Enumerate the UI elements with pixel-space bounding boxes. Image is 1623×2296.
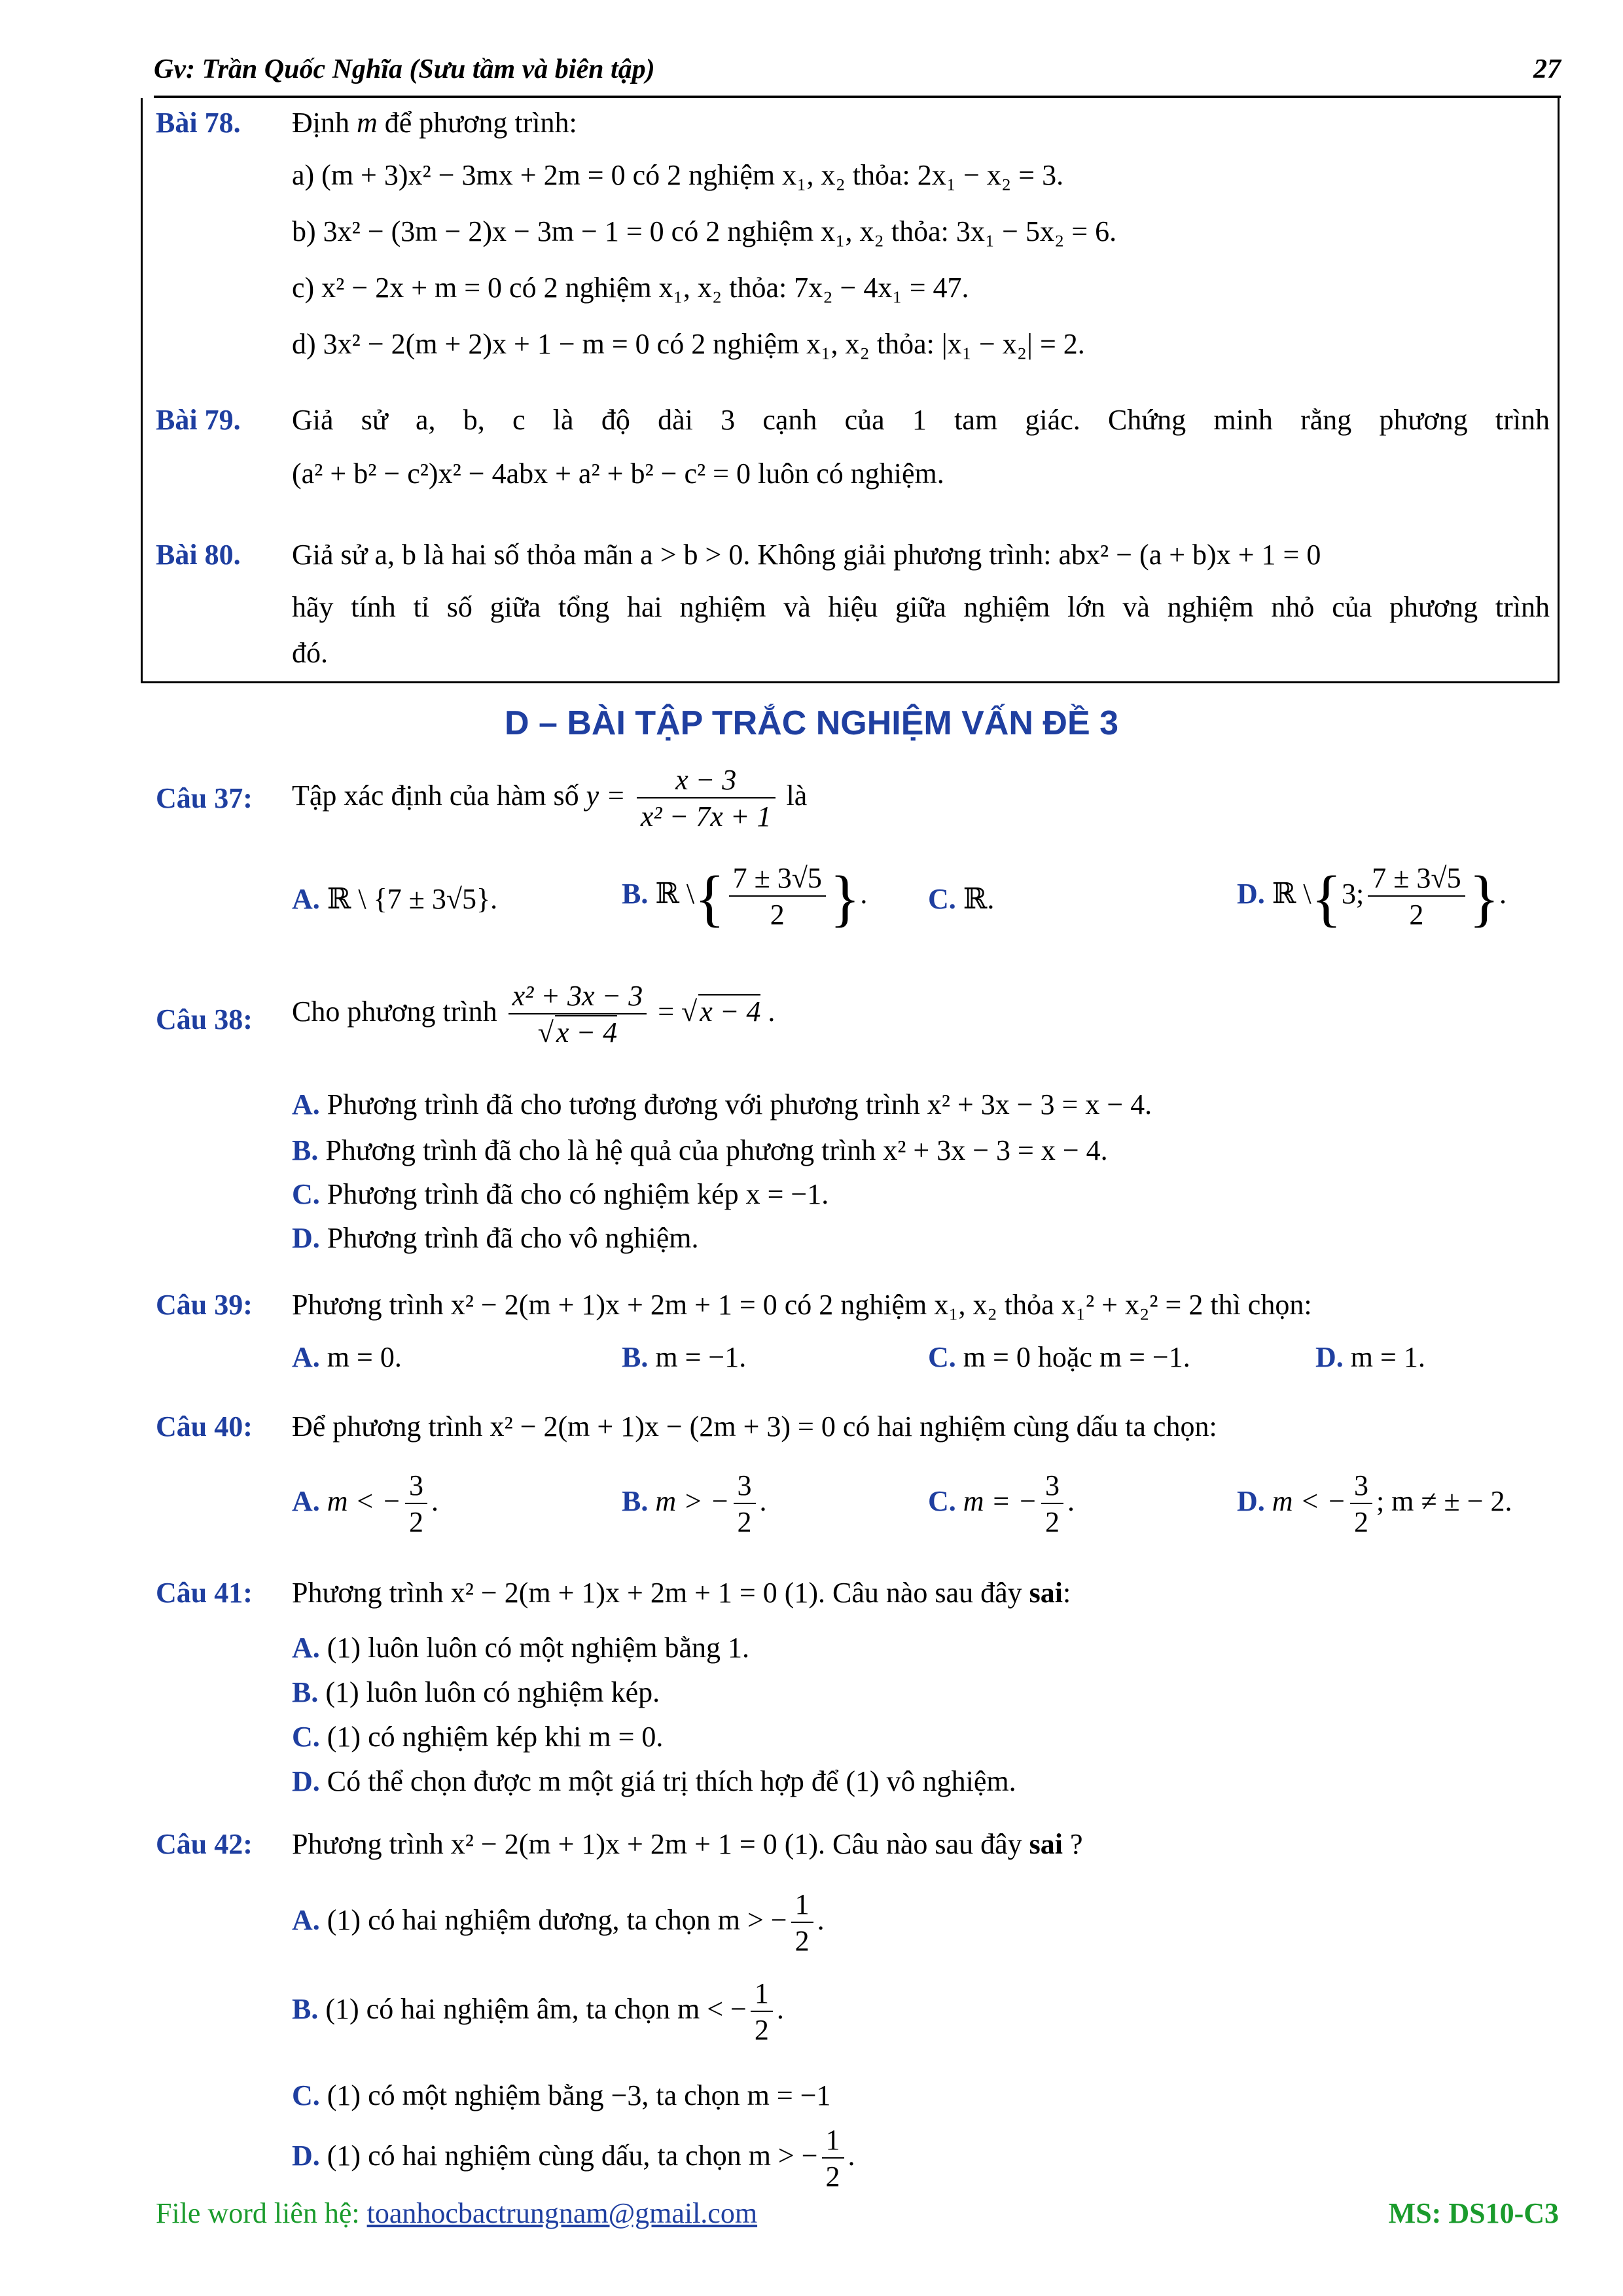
intro-variable: m	[357, 107, 378, 139]
option-text: (1) có hai nghiệm âm, ta chọn m < −	[325, 1993, 747, 2026]
option-letter: B.	[622, 878, 649, 910]
option-a[interactable]: A. m < − $\frac{3}{2}$ .	[292, 1469, 438, 1538]
equation-fraction: $\frac{\text{x² + 3x − 3}}{√x - 4}$	[508, 982, 647, 1047]
exercise-label: Bài 78.	[156, 107, 241, 139]
option-d[interactable]	[1315, 1343, 1425, 1372]
fraction-denominator: 2	[1044, 1506, 1060, 1538]
exercise-label: Bài 79.	[156, 404, 241, 436]
exercise-part-b: b) 3x² − (3m − 2)x − 3m − 1 = 0 có 2 nghiệm x₁, x₂ thỏa: 3x₁ − 5x₂ = 6.	[292, 215, 1117, 247]
question-stem: Tập xác định của hàm số	[292, 780, 579, 812]
option-suffix: ; m ≠ ± − 2.	[1376, 1485, 1512, 1518]
option-text: (1) luôn luôn có nghiệm kép.	[325, 1676, 660, 1708]
option-d[interactable]	[292, 1224, 699, 1253]
exercise-intro	[292, 109, 577, 137]
option-letter: C.	[928, 1485, 956, 1518]
question-tail: là	[786, 780, 808, 812]
question-text: Cho phương trình $\frac{\text{x² + 3x − 3}}{√x - 4}$ = √x − 4 .	[292, 980, 776, 1049]
question-label: Câu 37:	[156, 782, 253, 814]
exercise-label: Bài 80.	[156, 539, 241, 571]
option-fraction	[734, 1471, 756, 1537]
question-end: ?	[1069, 1828, 1083, 1860]
option-letter: D.	[1315, 1341, 1344, 1373]
intro-text: Định	[292, 107, 349, 139]
fraction-numerator: x² + 3x − 3	[508, 982, 647, 1014]
option-b[interactable]	[622, 1343, 746, 1372]
option-text: (1) có nghiệm kép khi m = 0.	[327, 1721, 664, 1753]
option-text: (1) có hai nghiệm dương, ta chọn m > −	[327, 1904, 787, 1937]
exercise-text-line-1: Giả sử a, b là hai số thỏa mãn a > b > 0. Không giải phương trình: abx² − (a + b)x + 1 = 0	[292, 539, 1321, 571]
option-prefix: m < −	[327, 1485, 401, 1518]
option-d[interactable]: D. ℝ \{3; $\frac{7 \pm 3√5}{2}$ }.	[1237, 862, 1507, 933]
option-a[interactable]: A. (1) có hai nghiệm dương, ta chọn m > − $\frac{1}{2}$ .	[292, 1888, 825, 1957]
fraction-denominator: 2	[408, 1506, 423, 1538]
question-text	[292, 1830, 1083, 1859]
option-text: m = 0.	[327, 1341, 402, 1373]
option-letter: D.	[1237, 1485, 1265, 1518]
fraction-denominator: x² − 7x + 1	[640, 800, 772, 833]
option-letter: D.	[292, 2140, 320, 2172]
question-text: Để phương trình x² − 2(m + 1)x − (2m + 3) = 0 có hai nghiệm cùng dấu ta chọn:	[292, 1410, 1217, 1443]
option-prefix: m = −	[963, 1485, 1037, 1518]
option-text: Phương trình đã cho có nghiệm kép x = −1.	[327, 1178, 829, 1210]
option-d[interactable]	[1237, 1471, 1512, 1537]
option-a[interactable]	[292, 1343, 402, 1372]
exercise-text-line-2: hãy tính tỉ số giữa tổng hai nghiệm và hiệu giữa nghiệm lớn và nghiệm nhỏ của phương trình	[292, 591, 1550, 623]
option-text: (1) luôn luôn có một nghiệm bằng 1.	[327, 1632, 750, 1664]
option-text: (1) có hai nghiệm cùng dấu, ta chọn m > −	[327, 2140, 818, 2172]
fraction-numerator: 1	[791, 1890, 813, 1923]
footer-contact	[156, 2197, 757, 2230]
function-lhs: y =	[586, 780, 626, 812]
option-text: m = 1.	[1350, 1341, 1425, 1373]
fraction-numerator: 3	[405, 1471, 427, 1504]
option-letter: D.	[1237, 878, 1265, 910]
fraction-denominator: 2	[825, 2161, 840, 2193]
option-c[interactable]	[292, 2081, 831, 2110]
option-b[interactable]: B. (1) có hai nghiệm âm, ta chọn m < − $\frac{1}{2}$ .	[292, 1977, 784, 2046]
fraction-numerator: 1	[822, 2126, 844, 2159]
option-letter: B.	[292, 1134, 319, 1166]
option-c[interactable]	[928, 885, 994, 914]
option-letter: C.	[292, 1178, 320, 1210]
option-text: ℝ \ {7 ± 3√5}.	[327, 883, 498, 915]
question-label: Câu 38:	[156, 1003, 253, 1035]
question-label: Câu 39:	[156, 1289, 253, 1321]
fraction-denominator: 2	[754, 2014, 769, 2046]
fraction-denominator: 2	[737, 1506, 752, 1538]
option-prefix: ℝ \	[1272, 878, 1311, 910]
fraction-denominator: 2	[794, 1925, 810, 1957]
equation-rhs: x − 4	[700, 996, 761, 1028]
footer-email-link[interactable]: toanhocbactrungnam@gmail.com	[366, 2197, 758, 2229]
option-letter: D.	[292, 1222, 320, 1254]
option-text: Phương trình đã cho là hệ quả của phương trình x² + 3x − 3 = x − 4.	[325, 1134, 1108, 1166]
option-text: Phương trình đã cho vô nghiệm.	[327, 1222, 699, 1254]
option-prefix: m < −	[1272, 1485, 1346, 1518]
question-text	[292, 1579, 1071, 1607]
intro-text-end: để phương trình:	[384, 107, 577, 139]
fraction-numerator: 3	[1041, 1471, 1063, 1504]
fraction-numerator: 1	[751, 1979, 773, 2012]
option-text: m = −1.	[655, 1341, 747, 1373]
fraction-numerator: 3	[734, 1471, 756, 1504]
fraction-denominator: 2	[1409, 899, 1424, 931]
question-end: :	[1062, 1577, 1071, 1609]
option-letter: B.	[292, 1993, 319, 2026]
option-letter: D.	[292, 1765, 320, 1797]
fraction-numerator: x − 3	[637, 766, 776, 798]
exercise-text-line-1: Giả sử a, b, c là độ dài 3 cạnh của 1 tam giác. Chứng minh rằng phương trình	[292, 404, 1550, 436]
option-d[interactable]	[292, 1767, 1016, 1796]
option-letter: A.	[292, 1485, 320, 1518]
option-fraction	[405, 1471, 427, 1537]
option-fraction	[1368, 864, 1465, 929]
question-emphasis: sai	[1029, 1577, 1063, 1609]
fraction-numerator: 3	[1350, 1471, 1372, 1504]
fraction-numerator: 7 ± 3√5	[729, 864, 826, 897]
function-fraction	[637, 766, 776, 831]
option-letter: A.	[292, 1088, 320, 1121]
exercise-part-a: a) (m + 3)x² − 3mx + 2m = 0 có 2 nghiệm x₁, x₂ thỏa: 2x₁ − x₂ = 3.	[292, 159, 1064, 191]
question-text	[292, 766, 807, 831]
header-author: Gv: Trần Quốc Nghĩa (Sưu tầm và biên tập)	[154, 54, 655, 84]
option-text: Có thể chọn được m một giá trị thích hợp để (1) vô nghiệm.	[327, 1765, 1016, 1797]
section-title: D – BÀI TẬP TRẮC NGHIỆM VẤN ĐỀ 3	[504, 704, 1119, 742]
option-text: Phương trình đã cho tương đương với phương trình x² + 3x − 3 = x − 4.	[327, 1088, 1152, 1121]
footer-label: File word liên hệ:	[156, 2197, 360, 2229]
option-c[interactable]	[292, 1723, 663, 1751]
option-fraction	[822, 2126, 844, 2191]
option-c[interactable]	[928, 1343, 1190, 1372]
footer-code: MS: DS10-C3	[1388, 2197, 1559, 2229]
question-stem: Cho phương trình	[292, 996, 497, 1028]
question-emphasis: sai	[1029, 1828, 1063, 1860]
option-letter: B.	[292, 1676, 319, 1708]
fraction-denominator: 2	[770, 899, 785, 931]
option-prefix: m > −	[655, 1485, 730, 1518]
option-b[interactable]	[292, 1678, 660, 1707]
option-a[interactable]	[292, 1090, 1152, 1119]
option-a[interactable]	[292, 1634, 749, 1662]
option-b[interactable]: B. m > − $\frac{3}{2}$ .	[622, 1469, 767, 1538]
option-d[interactable]: D. (1) có hai nghiệm cùng dấu, ta chọn m > − $\frac{1}{2}$ .	[292, 2124, 855, 2193]
option-fraction	[729, 864, 826, 929]
exercise-part-c: c) x² − 2x + m = 0 có 2 nghiệm x₁, x₂ thỏa: 7x₂ − 4x₁ = 47.	[292, 272, 969, 304]
fraction-denominator: x − 4	[556, 1016, 618, 1049]
option-letter: A.	[292, 1904, 320, 1937]
question-stem: Phương trình x² − 2(m + 1)x + 2m + 1 = 0 (1). Câu nào sau đây	[292, 1828, 1022, 1860]
option-b[interactable]: B. ℝ \{ $\frac{7 \pm 3√5}{2}$ }.	[622, 862, 868, 933]
option-text: ℝ.	[963, 883, 995, 915]
option-prefix: ℝ \	[655, 878, 695, 910]
page-header	[154, 54, 1561, 93]
option-b[interactable]	[292, 1136, 1108, 1165]
option-c[interactable]: C. m = − $\frac{3}{2}$ .	[928, 1469, 1075, 1538]
option-c[interactable]	[292, 1180, 829, 1209]
fraction-numerator: 7 ± 3√5	[1368, 864, 1465, 897]
exercise-text-line-3: đó.	[292, 637, 328, 669]
question-label: Câu 41:	[156, 1577, 253, 1609]
option-text: m = 0 hoặc m = −1.	[963, 1341, 1190, 1373]
option-first-element: 3;	[1342, 878, 1364, 910]
option-a[interactable]	[292, 885, 497, 914]
option-text: (1) có một nghiệm bằng −3, ta chọn m = −1	[327, 2079, 831, 2111]
question-stem: Phương trình x² − 2(m + 1)x + 2m + 1 = 0 (1). Câu nào sau đây	[292, 1577, 1022, 1609]
option-fraction	[1350, 1471, 1372, 1537]
question-label: Câu 42:	[156, 1828, 253, 1860]
option-fraction	[1041, 1471, 1063, 1537]
option-letter: A.	[292, 1632, 320, 1664]
option-letter: C.	[292, 1721, 320, 1753]
question-text: Phương trình x² − 2(m + 1)x + 2m + 1 = 0 có 2 nghiệm x₁, x₂ thỏa x₁² + x₂² = 2 thì chọn:	[292, 1289, 1312, 1321]
fraction-denominator: 2	[1353, 1506, 1368, 1538]
option-letter: B.	[622, 1341, 649, 1373]
option-letter: B.	[622, 1485, 649, 1518]
exercise-text-line-2: (a² + b² − c²)x² − 4abx + a² + b² − c² = 0 luôn có nghiệm.	[292, 457, 944, 490]
option-letter: C.	[928, 1341, 956, 1373]
option-letter: C.	[928, 883, 956, 915]
option-letter: A.	[292, 883, 320, 915]
option-fraction	[751, 1979, 773, 2045]
option-letter: A.	[292, 1341, 320, 1373]
question-label: Câu 40:	[156, 1410, 253, 1443]
page-number: 27	[1533, 54, 1561, 84]
exercise-part-d: d) 3x² − 2(m + 2)x + 1 − m = 0 có 2 nghiệm x₁, x₂ thỏa: |x₁ − x₂| = 2.	[292, 328, 1085, 360]
option-fraction	[791, 1890, 813, 1956]
option-letter: C.	[292, 2079, 320, 2111]
